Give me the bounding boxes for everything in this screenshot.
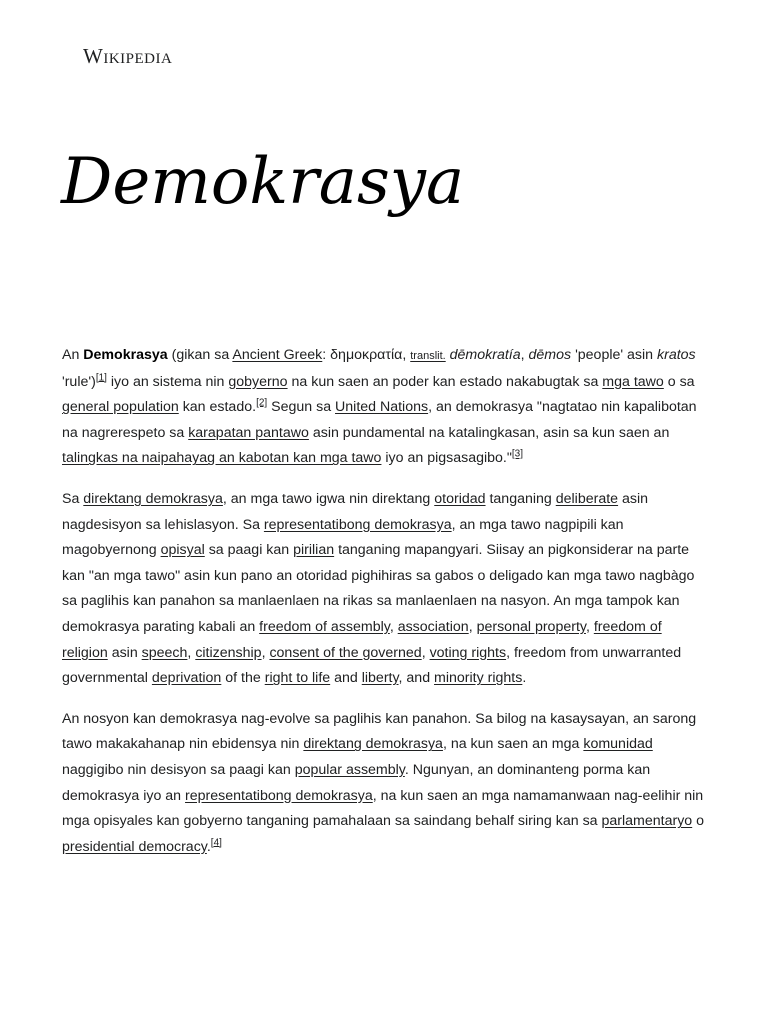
link-otoridad[interactable]: otoridad [434,490,486,507]
link-parlamentaryo[interactable]: parlamentaryo [601,813,693,830]
link-pirilian[interactable]: pirilian [293,542,335,559]
bold-term: Demokrasya [83,347,168,363]
link-ancient-greek[interactable]: Ancient Greek [232,347,323,363]
link-personal-property[interactable]: personal property [476,618,586,635]
link-presidential-democracy[interactable]: presidential democracy [62,838,207,855]
link-consent-of-the-governed[interactable]: consent of the governed [269,644,422,661]
link-representatibong-demokrasya[interactable]: representatibong demokrasya [263,516,452,533]
link-representatibong-demokrasya-2[interactable]: representatibong demokrasya [185,787,373,804]
wikipedia-logo[interactable]: Wikipedia [83,44,173,68]
link-freedom-of-religion[interactable]: freedom of religion [62,618,662,661]
link-karapatan-pantawo[interactable]: karapatan pantawo [188,424,309,441]
link-gobyerno[interactable]: gobyerno [228,373,288,390]
paragraph-2: Sa direktang demokrasya, an mga tawo igwa nin direktang otoridad tanganing deliberate asin nagdesisyon sa lehislasyon. Sa representatibong demokrasya, an mga tawo nagpipili kan magobyernong opisyal sa paagi kan pirilian tanganing mapangyari. Siisay an pigkonsiderar na parte kan "an mga tawo" asin kun pano an otoridad pighihiras sa gabos o deligado kan mga tawo nagbàgo sa paglihis kan panahon sa manlaenlaen na rikas sa manlaenlaen na nasyon. An mga tampok kan demokrasya parating kabali an freedom of assembly, association, personal property, freedom of religion asin speech, citizenship, consent of the governed, voting rights, freedom from unwarranted governmental deprivation of the right to life and liberty, and minority rights. [62,490,695,687]
article-body [62,343,710,875]
paragraph-3: An nosyon kan demokrasya nag-evolve sa paglihis kan panahon. Sa bilog na kasaysayan, an sarong tawo makakahanap nin ebidensya nin direktang demokrasya, na kun saen an mga komunidad naggigibo nin desisyon sa paagi kan popular assembly. Ngunyan, an dominanteng porma kan demokrasya iyo an representatibong demokrasya, na kun saen an mga namamanwaan nag-eelihir nin mga opisyales kan gobyerno tanganing pamahalaan sa saindang behalf siring kan sa parlamentaryo o presidential democracy.[4] [62,710,705,855]
link-minority-rights[interactable]: minority rights [434,670,523,687]
link-popular-assembly[interactable]: popular assembly [294,761,405,778]
link-liberty[interactable]: liberty [361,670,399,687]
link-right-to-life[interactable]: right to life [264,670,331,687]
reference-3: [3] [511,448,524,460]
link-translit[interactable]: translit. [410,350,446,362]
link-direktang-demokrasya[interactable]: direktang demokrasya [83,490,223,507]
link-deprivation[interactable]: deprivation [151,670,222,687]
link-citizenship[interactable]: citizenship [195,644,262,661]
link-opisyal[interactable]: opisyal [160,542,205,559]
link-association[interactable]: association [397,618,469,635]
reference-4: [4] [210,836,222,848]
link-deliberate[interactable]: deliberate [555,490,619,507]
link-general-population[interactable]: general population [62,399,179,416]
link-united-nations[interactable]: United Nations [335,399,429,416]
link-komunidad[interactable]: komunidad [583,736,653,753]
link-freedom-of-assembly[interactable]: freedom of assembly [259,618,390,635]
link-direktang-demokrasya-2[interactable]: direktang demokrasya [303,736,443,753]
reference-2: [2] [256,397,268,409]
link-voting-rights[interactable]: voting rights [429,644,507,661]
link-speech[interactable]: speech [141,644,188,661]
link-mga-tawo[interactable]: mga tawo [602,373,664,390]
paragraph-1: An Demokrasya (gikan sa Ancient Greek: δημοκρατία, translit. dēmokratía, dēmos 'people' asin kratos 'rule')[1] iyo an sistema nin gobyerno na kun saen an poder kan estado nakabugtak sa mga tawo o sa general population kan estado.[2] Segun sa United Nations, an demokrasya "nagtatao nin kapalibotan na nagrerespeto sa karapatan pantawo asin pundamental na katalingkasan, asin sa kun saen an talingkas na naipahayag an kabotan kan mga tawo iyo an pigsasagibo."[3] [62,347,697,467]
reference-1: [1] [95,371,107,383]
link-talingkas[interactable]: talingkas na naipahayag an kabotan kan mga tawo [62,450,382,467]
page-title: Demokrasya [61,145,465,219]
